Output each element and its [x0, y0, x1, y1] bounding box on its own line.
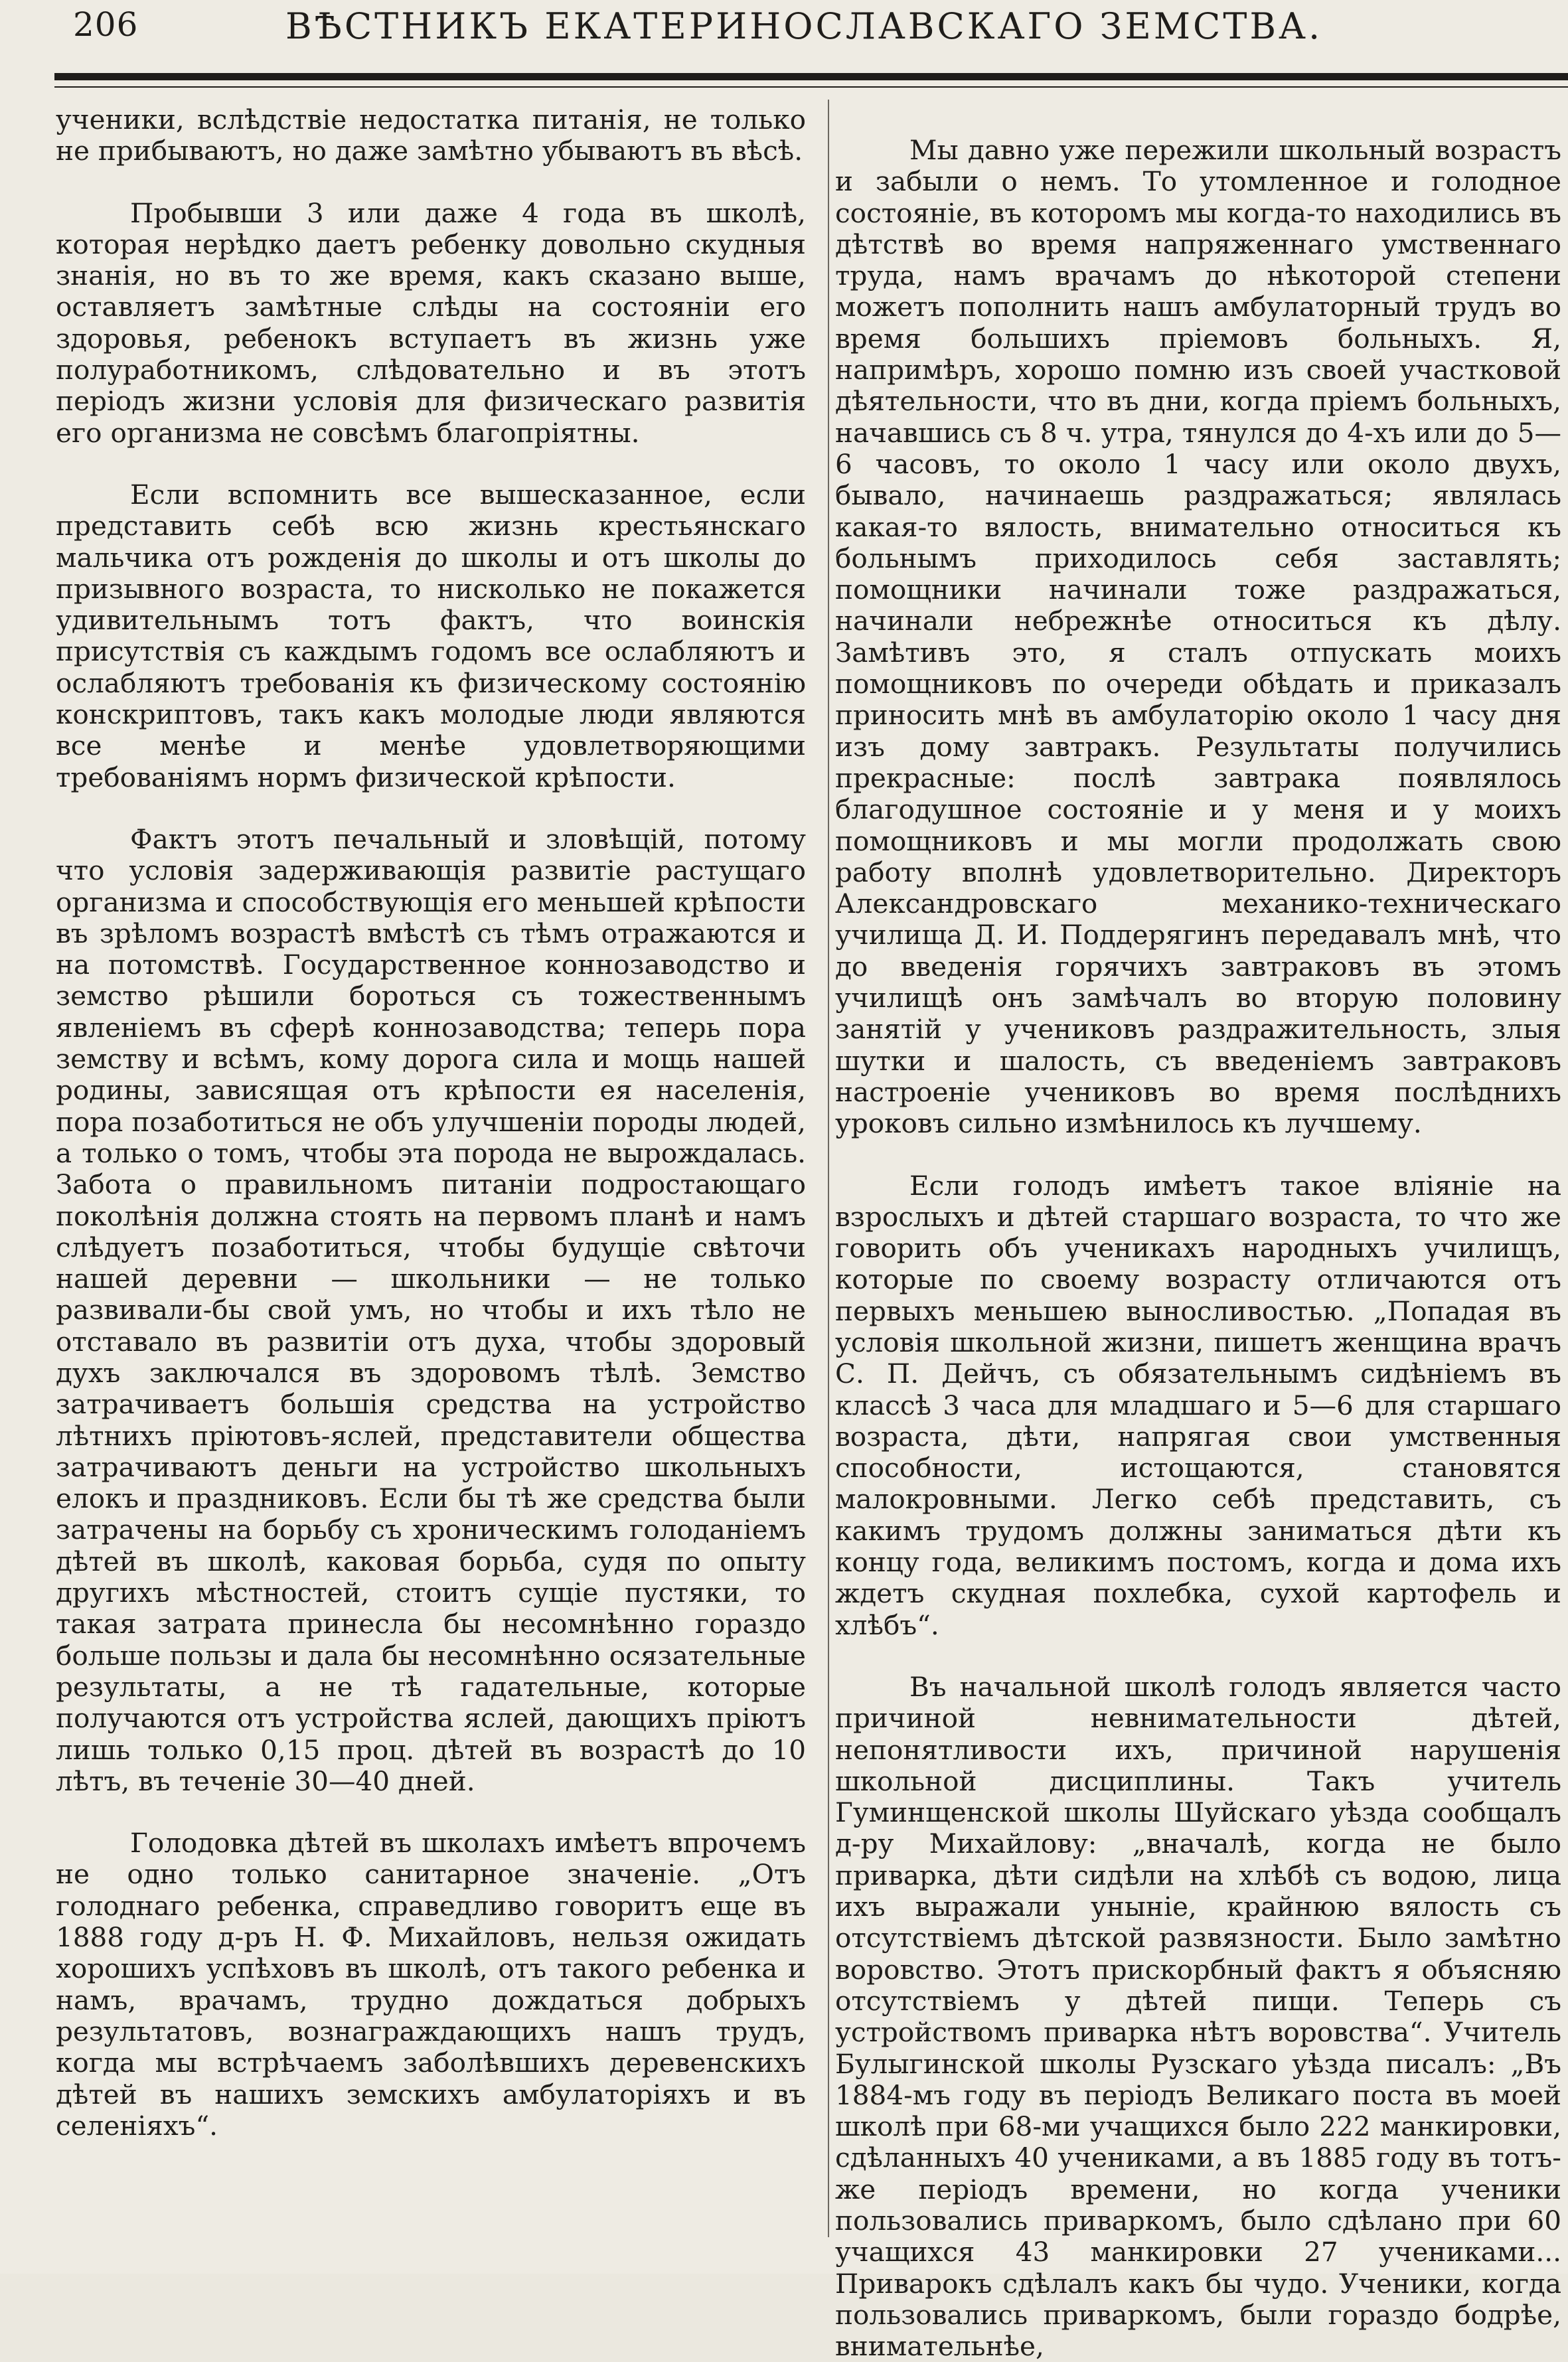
right-column	[835, 104, 1561, 2362]
left-column	[56, 104, 806, 2142]
journal-title: ВѢСТНИКЪ ЕКАТЕРИНОСЛАВСКАГО ЗЕМСТВА.	[285, 5, 1323, 47]
header-rule-thin	[54, 86, 1568, 88]
paragraph: Мы давно уже пережили школьный возрастъ и забыли о немъ. То утомленное и голодное состояніе, въ которомъ мы когда-то находились въ дѣтствѣ во время напряженнаго умственнаго труда, намъ врачамъ до нѣкоторой степени можетъ пополнить нашъ амбулаторный трудъ во время большихъ пріемовъ больныхъ. Я, напримѣръ, хорошо помню изъ своей участковой дѣятельности, что въ дни, когда пріемъ больныхъ, начавшись съ 8 ч. утра, тянулся до 4-хъ или до 5—6 часовъ, то около 1 часу или около двухъ, бывало, начинаешь раздражаться; являлась какая-то вялость, внимательно относиться къ больнымъ приходилось себя заставлять; помощники начинали тоже раздражаться, начинали небрежнѣе относиться къ дѣлу. Замѣтивъ это, я сталъ отпускать моихъ помощниковъ по очереди обѣдать и приказалъ приносить мнѣ въ амбулаторію около 1 часу дня изъ дому завтракъ. Результаты получились прекрасные: послѣ завтрака появлялось благодушное состояніе и у меня и у моихъ помощниковъ и мы могли продолжать свою работу вполнѣ удовлетворительно. Директоръ Александровскаго механико-техническаго училища Д. И. Поддерягинъ передавалъ мнѣ, что до введенія горячихъ завтраковъ въ этомъ училищѣ онъ замѣчалъ во вторую половину занятій у учениковъ раздражительность, злыя шутки и шалость, съ введеніемъ завтраковъ настроеніе учениковъ во время послѣднихъ уроковъ сильно измѣнилось къ лучшему.	[835, 134, 1561, 1140]
paragraph: Голодовка дѣтей въ школахъ имѣетъ впрочемъ не одно только санитарное значеніе. „Отъ голоднаго ребенка, справедливо говоритъ еще въ 1888 году д-ръ Н. Ф. Михайловъ, нельзя ожидать хорошихъ успѣховъ въ школѣ, отъ такого ребенка и намъ, врачамъ, трудно дождаться добрыхъ результатовъ, вознаграждающихъ нашъ трудъ, когда мы встрѣчаемъ заболѣвшихъ деревенскихъ дѣтей въ нашихъ земскихъ амбулаторіяхъ и въ селеніяхъ“.	[56, 1827, 806, 2142]
paragraph: Фактъ этотъ печальный и зловѣщій, потому что условія задерживающія развитіе растущаго организма и способствующія его меньшей крѣпости въ зрѣломъ возрастѣ вмѣстѣ съ тѣмъ отражаются и на потомствѣ. Государственное коннозаводство и земство рѣшили бороться съ тожественнымъ явленіемъ въ сферѣ коннозаводства; теперь пора земству и всѣмъ, кому дорога сила и мощь нашей родины, зависящая отъ крѣпости ея населенія, пора позаботиться не объ улучшеніи породы людей, а только о томъ, чтобы эта порода не вырождалась. Забота о правильномъ питаніи подростающаго поколѣнія должна стоять на первомъ планѣ и намъ слѣдуетъ позаботиться, чтобы будущіе свѣточи нашей деревни — школьники — не только развивали-бы свой умъ, но чтобы и ихъ тѣло не отставало въ развитіи отъ духа, чтобы здоровый духъ заключался въ здоровомъ тѣлѣ. Земство затрачиваетъ большія средства на устройство лѣтнихъ пріютовъ-яслей, представители общества затрачиваютъ деньги на устройство школьныхъ елокъ и праздниковъ. Если бы тѣ же средства были затрачены на борьбу съ хроническимъ голоданіемъ дѣтей въ школѣ, каковая борьба, судя по опыту другихъ мѣстностей, стоитъ сущіе пустяки, то такая затрата принесла бы несомнѣнно гораздо больше пользы и дала бы несомнѣнно осязательные результаты, а не тѣ гадательные, которые получаются отъ устройства яслей, дающихъ пріютъ лишь только 0,15 проц. дѣтей въ возрастѣ до 10 лѣтъ, въ теченіе 30—40 дней.	[56, 823, 806, 1797]
page-number: 206	[73, 5, 139, 44]
column-divider	[828, 100, 829, 2237]
header-rule-thick	[54, 73, 1568, 80]
paragraph: Пробывши 3 или даже 4 года въ школѣ, которая нерѣдко даетъ ребенку довольно скудныя знанія, но въ то же время, какъ сказано выше, оставляетъ замѣтные слѣды на состояніи его здоровья, ребенокъ вступаетъ въ жизнь уже полуработникомъ, слѣдовательно и въ этотъ періодъ жизни условія для физическаго развитія его организма не совсѣмъ благопріятны.	[56, 197, 806, 449]
paragraph: Въ начальной школѣ голодъ является часто причиной невнимательности дѣтей, непонятливости ихъ, причиной нарушенія школьной дисциплины. Такъ учитель Гуминщенской школы Шуйскаго уѣзда сообщалъ д-ру Михайлову: „вначалѣ, когда не было приварка, дѣти сидѣли на хлѣбѣ съ водою, лица ихъ выражали уныніе, крайнюю вялость съ отсутствіемъ дѣтской развязности. Было замѣтно воровство. Этотъ прискорбный фактъ я объясняю отсутствіемъ у дѣтей пищи. Теперь съ устройствомъ приварка нѣтъ воровства“. Учитель Булыгинской школы Рузскаго уѣзда писалъ: „Въ 1884-мъ году въ періодъ Великаго поста въ моей школѣ при 68-ми учащихся было 222 манкировки, сдѣланныхъ 40 учениками, а въ 1885 году въ тотъ-же періодъ времени, но когда ученики пользовались приваркомъ, было сдѣлано при 60 учащихся 43 манкировки 27 учениками... Приварокъ сдѣлалъ какъ бы чудо. Ученики, когда пользовались приваркомъ, были гораздо бодрѣе, внимательнѣе,	[835, 1670, 1561, 2362]
paragraph: ученики, вслѣдствіе недостатка питанія, не только не прибываютъ, но даже замѣтно убываютъ въ вѣсѣ.	[56, 104, 806, 167]
paragraph: Если голодъ имѣетъ такое вліяніе на взрослыхъ и дѣтей старшаго возраста, то что же говорить объ ученикахъ народныхъ училищъ, которые по своему возрасту отличаются отъ первыхъ меньшею выносливостью. „Попадая въ условія школьной жизни, пишетъ женщина врачъ С. П. Дейчъ, съ обязательнымъ сидѣніемъ въ классѣ 3 часа для младшаго и 5—6 для старшаго возраста, дѣти, напрягая свои умственныя способности, истощаются, становятся малокровными. Легко себѣ представить, съ какимъ трудомъ должны заниматься дѣти къ концу года, великимъ постомъ, когда и дома ихъ ждетъ скудная похлебка, сухой картофель и хлѣбъ“.	[835, 1169, 1561, 1641]
paragraph: Если вспомнить все вышесказанное, если представить себѣ всю жизнь крестьянскаго мальчика отъ рожденія до школы и отъ школы до призывного возраста, то нисколько не покажется удивительнымъ тотъ фактъ, что воинскія присутствія съ каждымъ годомъ все ослабляютъ и ослабляютъ требованія къ физическому состоянію конскриптовъ, такъ какъ молодые люди являются все менѣе и менѣе удовлетворяющими требованіямъ нормъ физической крѣпости.	[56, 478, 806, 793]
